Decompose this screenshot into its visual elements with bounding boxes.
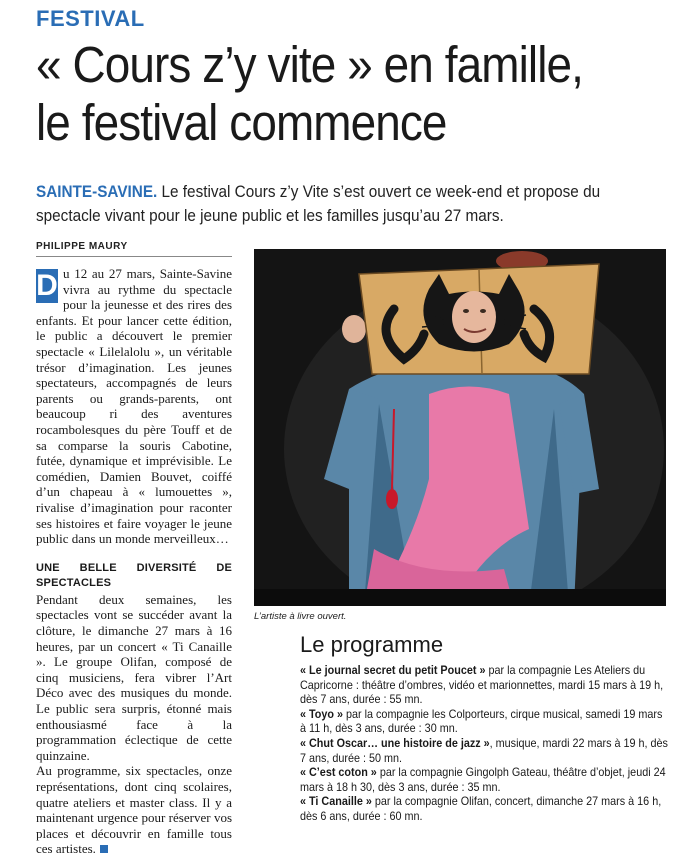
program-item-name: « C’est coton »	[300, 765, 377, 780]
body-paragraph-1	[36, 266, 232, 547]
program-item-details: par la compagnie Olifan, concert, dimanche 27 mars à 16 h, dès 6 ans, durée : 60 mn.	[300, 794, 662, 823]
program-title: Le programme	[300, 632, 444, 657]
program-item	[300, 663, 669, 707]
drop-cap: D	[36, 269, 58, 302]
headline-line-1: « Cours z’y vite » en famille,	[36, 36, 583, 93]
program-item-name: « Toyo »	[300, 706, 344, 721]
section-rubric: FESTIVAL	[36, 6, 145, 31]
program-item-details: par la compagnie Gingolph Gateau, théâtre d’objet, jeudi 24 mars à 18 h 30, dès 3 ans, durée : 35 mn.	[300, 765, 666, 794]
program-item	[300, 736, 669, 765]
program-item-details: par la compagnie les Colporteurs, cirque musical, samedi 19 mars à 11 h, dès 3 ans, durée : 30 mn.	[300, 706, 663, 736]
program-item-details: , musique, mardi 22 mars à 19 h, dès 7 ans, durée : 50 mn.	[300, 735, 668, 765]
body-paragraph-3	[36, 763, 232, 857]
program-item	[300, 794, 669, 823]
headline-line-2: le festival commence	[36, 94, 447, 151]
program-list	[300, 663, 669, 824]
end-mark-icon	[100, 845, 108, 853]
lead-text: Le festival Cours z’y Vite s’est ouvert ce week-end et propose du spectacle vivant pour le jeune public et les familles jusqu’au 27 mars.	[36, 182, 601, 225]
program-item-name: « Chut Oscar… une histoire de jazz »	[300, 735, 490, 750]
program-item-name: « Ti Canaille »	[300, 794, 372, 809]
byline-divider	[36, 256, 232, 257]
body-subhead: UNE BELLE DIVERSITÉ DE SPECTACLES	[36, 561, 232, 590]
article-headline	[36, 36, 612, 152]
lead-location: SAINTE-SAVINE.	[36, 182, 158, 201]
program-item	[300, 765, 669, 794]
program-item-name: « Le journal secret du petit Poucet »	[300, 663, 486, 677]
photo-caption: L’artiste à livre ouvert.	[254, 611, 347, 622]
byline: PHILIPPE MAURY	[36, 241, 128, 252]
program-item-details: par la compagnie Les Ateliers du Capricorne : théâtre d’ombres, vidéo et marionnettes, mardi 15 mars à 19 h, dès 7 ans, durée : 55 mn.	[300, 663, 664, 707]
article-body	[36, 266, 232, 857]
performer-illustration	[254, 249, 666, 606]
article-lead	[36, 180, 612, 228]
article-photo	[254, 249, 666, 606]
body-paragraph-2: Pendant deux semaines, les spectacles vont se succéder avant la clôture, le dimanche 27 mars à 16 heures, par un concert « Ti Canaille ». Le groupe Olifan, composé de cinq musiciens, fera vibrer l’Art Déco avec des musiques du monde. Le public sera surpris, étonné mais enthousiasmé face à la programmation éclectique de cette quinzaine.	[36, 591, 232, 763]
program-item	[300, 707, 669, 736]
body-paragraph-3-text: Au programme, six spectacles, onze représentations, dont cinq scolaires, quatre ateliers et master class. Il y a maintenant urgence pour réserver vos places et découvrir en famille tous ces artistes.	[36, 763, 232, 857]
body-paragraph-1-text: u 12 au 27 mars, Sainte-Savine vivra au rythme du spectacle pour la jeunesse et des rires des enfants. Et pour lancer cette édition, le public a découvert le premier spectacle « Lilelalolu », un véritable trésor d’imagination. Les jeunes spectateurs, accompagnés de leurs parents ou grands-parents, ont beaucoup ri des aventures rocambolesques du père Touff et de sa comparse la souris Cabotine, futée, dynamique et imprévisible. Le comédien, Damien Bouvet, coiffé d’un chapeau à « lumouettes », rivalise d’imagination pour raconter ses histoires et faire voyager le jeune public dans un monde merveilleux…	[36, 266, 232, 547]
